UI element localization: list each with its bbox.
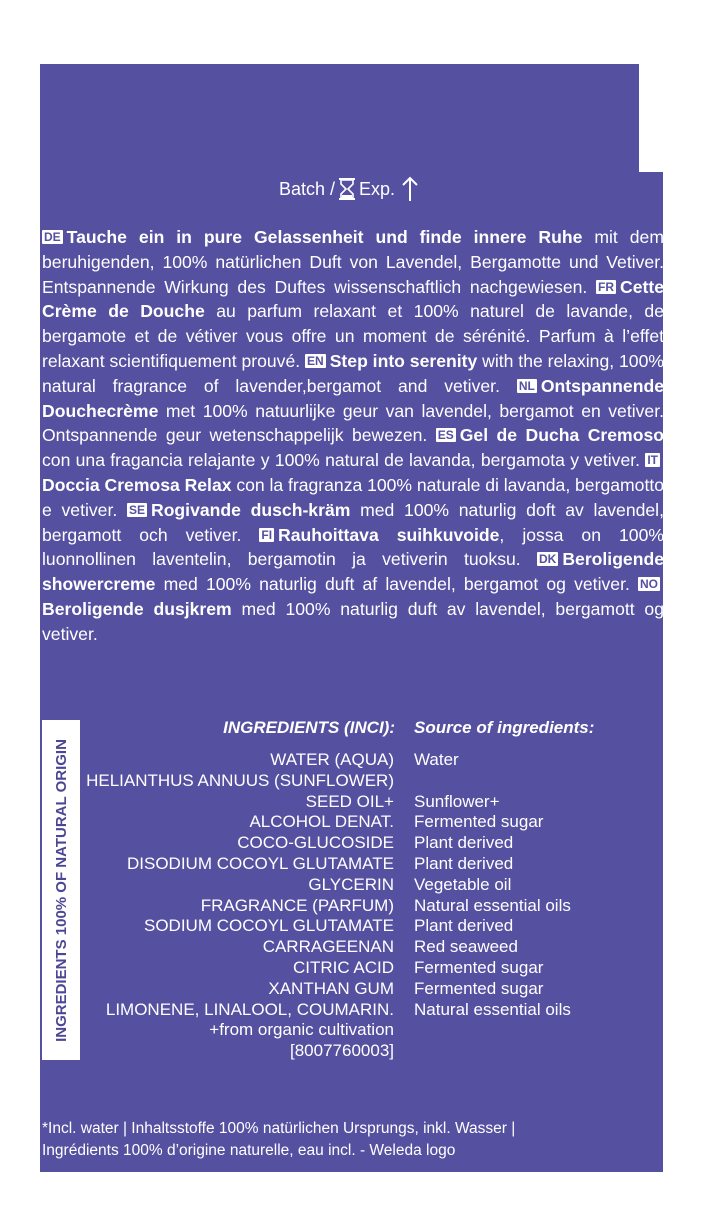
source-item: Red seaweed — [414, 937, 518, 957]
source-item: Plant derived — [414, 916, 514, 936]
source-item: Water — [414, 750, 459, 769]
lang-tag-es: ES — [437, 428, 454, 443]
arrow-up-icon — [402, 176, 418, 202]
description-heading-en: Step into serenity — [329, 350, 478, 371]
source-item — [414, 771, 571, 792]
description-text-se: med 100% naturlig doft av lavendel, bergamott och vetiver. — [42, 499, 664, 545]
inci-item: CITRIC ACID — [292, 957, 394, 977]
inci-item: SODIUM COCOYL GLUTAMATE — [144, 916, 394, 936]
description-text-de: mit dem beruhigenden, 100% natürlichen Duft von Lavendel, Bergamotte und Vetiver. Entspannende Wirkung des Duftes wissenschaftlich nachgewiesen. — [42, 227, 664, 297]
product-description — [42, 225, 664, 647]
lang-tag-fi: FI — [261, 527, 273, 542]
source-header: Source of ingredients: — [414, 718, 595, 737]
natural-origin-label: INGREDIENTS 100% OF NATURAL ORIGIN — [42, 720, 80, 1060]
inci-item: FRAGRANCE (PARFUM) — [200, 895, 394, 915]
source-item — [414, 1041, 571, 1062]
lang-tag-it: IT — [647, 453, 658, 468]
description-text-en: with the relaxing, 100% natural fragrance of lavender,bergamot and vetiver. — [42, 350, 665, 396]
inci-item: COCO-GLUCOSIDE — [237, 833, 394, 853]
description-text-it: con la fragranza 100% naturale di lavanda, bergamotto e vetiver. — [42, 474, 665, 520]
source-item: Vegetable oil — [414, 874, 512, 894]
description-text-es: con una fragancia relajante y 100% natural de lavanda, bergamota y vetiver. — [42, 450, 646, 471]
description-text-fi: , jossa on 100% luonnollinen laventelin, bergamotin ja vetiverin tuoksu. — [42, 524, 665, 570]
inci-item: DISODIUM COCOYL GLUTAMATE — [127, 853, 394, 873]
inci-list — [86, 750, 394, 1062]
description-heading-de: Tauche ein in pure Gelassenheit und finde innere Ruhe — [66, 227, 583, 247]
inci-item: ALCOHOL DENAT. — [249, 812, 394, 832]
description-text-fr: au parfum relaxant et 100% naturel de lavande, de bergamote et de vétiver vous offre un moment de sérénité. Parfum à l’effet relaxant scientifiquement prouvé. — [42, 301, 664, 371]
lang-tag-nl: NL — [518, 378, 535, 393]
inci-item: HELIANTHUS ANNUUS (SUNFLOWER) — [86, 770, 394, 790]
source-item: Fermented sugar — [414, 957, 544, 977]
lang-tag-se: SE — [128, 502, 145, 517]
description-heading-nl: Ontspannende Douchecrème — [42, 375, 664, 421]
description-heading-es: Gel de Ducha Cremoso — [459, 425, 664, 446]
inci-item: XANTHAN GUM — [268, 978, 394, 998]
description-heading-it: Doccia Cremosa Relax — [42, 474, 232, 495]
description-text-dk: med 100% naturlig duft af lavendel, bergamot og vetiver. — [155, 574, 638, 595]
inci-item: WATER (AQUA) — [270, 750, 394, 769]
source-item: Plant derived — [414, 833, 514, 853]
exp-label: Exp. — [359, 178, 396, 199]
lang-tag-dk: DK — [538, 552, 557, 567]
description-heading-fr: Cette Crème de Douche — [42, 276, 664, 322]
inci-item: [8007760003] — [290, 1041, 394, 1061]
lang-tag-en: EN — [307, 353, 324, 368]
hourglass-icon — [338, 178, 356, 200]
description-text-no: med 100% naturlig duft av lavendel, bergamott og vetiver. — [42, 598, 664, 644]
source-item: Natural essential oils — [414, 999, 571, 1019]
description-heading-se: Rogivande dusch-kräm — [150, 499, 351, 520]
inci-item: GLYCERIN — [308, 874, 394, 894]
inci-item: CARRAGEENAN — [262, 937, 394, 957]
source-list — [414, 750, 571, 1062]
ingredients-header: INGREDIENTS (INCI): — [223, 718, 395, 737]
description-text-nl: met 100% natuurlijke geur van lavendel, bergamot en vetiver. Ontspannende geur wetenschappelijk bewezen. — [42, 400, 664, 446]
inci-item: +from organic cultivation — [209, 1020, 394, 1040]
description-heading-no: Beroligende dusjkrem — [42, 598, 232, 619]
lang-tag-de: DE — [44, 230, 61, 244]
description-heading-dk: Beroligende showercreme — [42, 549, 664, 595]
footnote-line-2: Ingrédients 100% d’origine naturelle, eau incl. - Weleda logo — [42, 1142, 456, 1159]
batch-exp-marker — [279, 176, 418, 202]
batch-label: Batch / — [279, 178, 336, 199]
description-heading-fi: Rauhoittava suihkuvoide — [278, 524, 500, 545]
source-item: Sunflower+ — [414, 791, 500, 811]
source-item: Natural essential oils — [414, 895, 571, 915]
lang-tag-fr: FR — [598, 279, 614, 294]
source-item — [414, 1020, 571, 1041]
source-item: Fermented sugar — [414, 978, 544, 998]
source-item: Plant derived — [414, 853, 514, 873]
source-item: Fermented sugar — [414, 812, 544, 832]
footnote-line-1: *Incl. water | Inhaltsstoffe 100% natürlichen Ursprungs, inkl. Wasser | — [42, 1120, 516, 1137]
inci-item: SEED OIL+ — [305, 791, 394, 811]
lang-tag-no: NO — [640, 577, 658, 592]
footnote — [42, 1118, 642, 1162]
inci-item: LIMONENE, LINALOOL, COUMARIN. — [105, 999, 394, 1019]
